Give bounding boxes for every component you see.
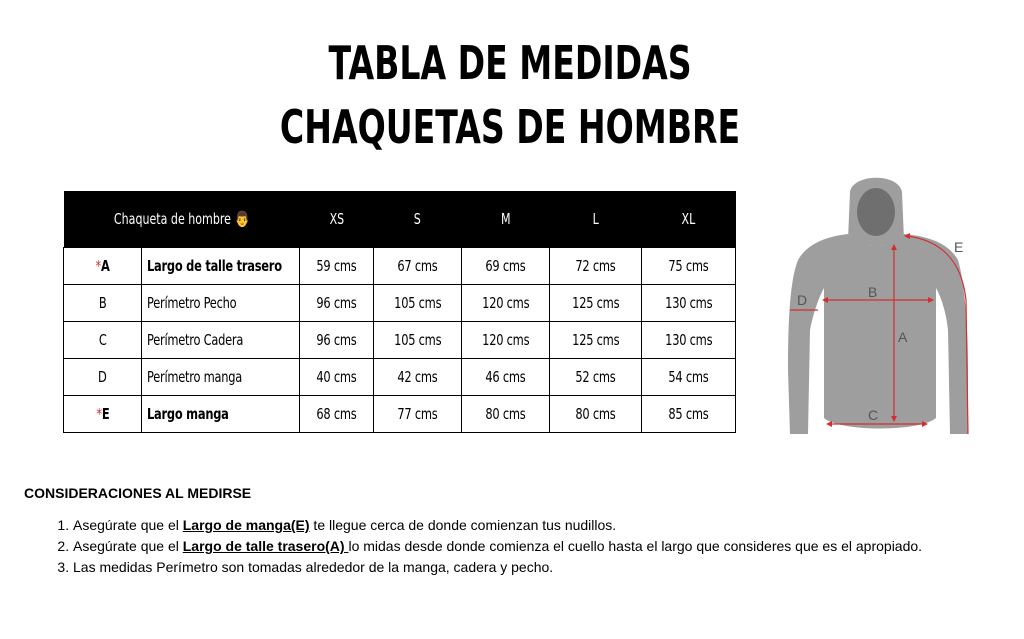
table-cell: 80 cms — [462, 396, 550, 433]
diagram-label-a: A — [898, 329, 908, 345]
measure-name: Perímetro manga — [142, 359, 300, 396]
table-cell: 80 cms — [550, 396, 642, 433]
table-cell: 120 cms — [462, 322, 550, 359]
table-cell: 85 cms — [642, 396, 736, 433]
table-cell: 68 cms — [300, 396, 374, 433]
list-item: 1. Asegúrate que el Largo de manga(E) te llegue cerca de donde comienzan tus nudillos. — [73, 515, 1024, 536]
diagram-label-b: B — [868, 284, 878, 300]
notes-heading: CONSIDERACIONES AL MEDIRSE — [24, 485, 252, 501]
table-cell: 69 cms — [462, 248, 550, 285]
table-row — [64, 248, 736, 285]
jacket-hood-opening — [857, 188, 895, 236]
list-item: 2. Asegúrate que el Largo de talle trasero(A) lo midas desde donde comienza el cuello hasta el largo que consideres que es el apropiado. — [73, 536, 1024, 557]
size-header: XL — [642, 191, 736, 248]
table-cell: 120 cms — [462, 285, 550, 322]
table-cell: 96 cms — [300, 322, 374, 359]
table-cell: 105 cms — [374, 322, 462, 359]
measure-letter: D — [64, 359, 142, 396]
measure-letter: *A — [64, 248, 142, 285]
size-header: XS — [300, 191, 374, 248]
table-cell: 59 cms — [300, 248, 374, 285]
table-header-row — [64, 191, 736, 248]
jacket-diagram — [780, 170, 980, 442]
size-header: L — [550, 191, 642, 248]
table-cell: 54 cms — [642, 359, 736, 396]
page-title-line1: TABLA DE MEDIDAS — [328, 36, 692, 90]
table-cell: 52 cms — [550, 359, 642, 396]
size-header: M — [462, 191, 550, 248]
diagram-label-e: E — [954, 239, 964, 255]
table-cell: 130 cms — [642, 322, 736, 359]
measure-letter: B — [64, 285, 142, 322]
table-header-label: Chaqueta de hombre 👨 — [64, 191, 300, 248]
measure-name: Largo manga — [142, 396, 300, 433]
table-cell: 67 cms — [374, 248, 462, 285]
table-cell: 105 cms — [374, 285, 462, 322]
table-cell: 130 cms — [642, 285, 736, 322]
notes-list — [24, 515, 1024, 578]
table-cell: 46 cms — [462, 359, 550, 396]
measure-name: Perímetro Pecho — [142, 285, 300, 322]
table-row — [64, 322, 736, 359]
table-cell: 125 cms — [550, 285, 642, 322]
measure-name: Largo de talle trasero — [142, 248, 300, 285]
diagram-label-d: D — [797, 292, 808, 308]
size-table — [63, 191, 736, 433]
table-cell: 40 cms — [300, 359, 374, 396]
table-cell: 72 cms — [550, 248, 642, 285]
table-cell: 75 cms — [642, 248, 736, 285]
table-cell: 77 cms — [374, 396, 462, 433]
measure-name: Perímetro Cadera — [142, 322, 300, 359]
jacket-body — [788, 234, 968, 434]
table-row — [64, 396, 736, 433]
measure-letter: C — [64, 322, 142, 359]
size-header: S — [374, 191, 462, 248]
list-item: 3. Las medidas Perímetro son tomadas alrededor de la manga, cadera y pecho. — [73, 557, 1024, 578]
table-row — [64, 285, 736, 322]
measure-letter: *E — [64, 396, 142, 433]
table-row — [64, 359, 736, 396]
diagram-label-c: C — [868, 407, 879, 423]
table-cell: 125 cms — [550, 322, 642, 359]
page-title-line2: CHAQUETAS DE HOMBRE — [279, 100, 741, 154]
table-cell: 42 cms — [374, 359, 462, 396]
table-cell: 96 cms — [300, 285, 374, 322]
